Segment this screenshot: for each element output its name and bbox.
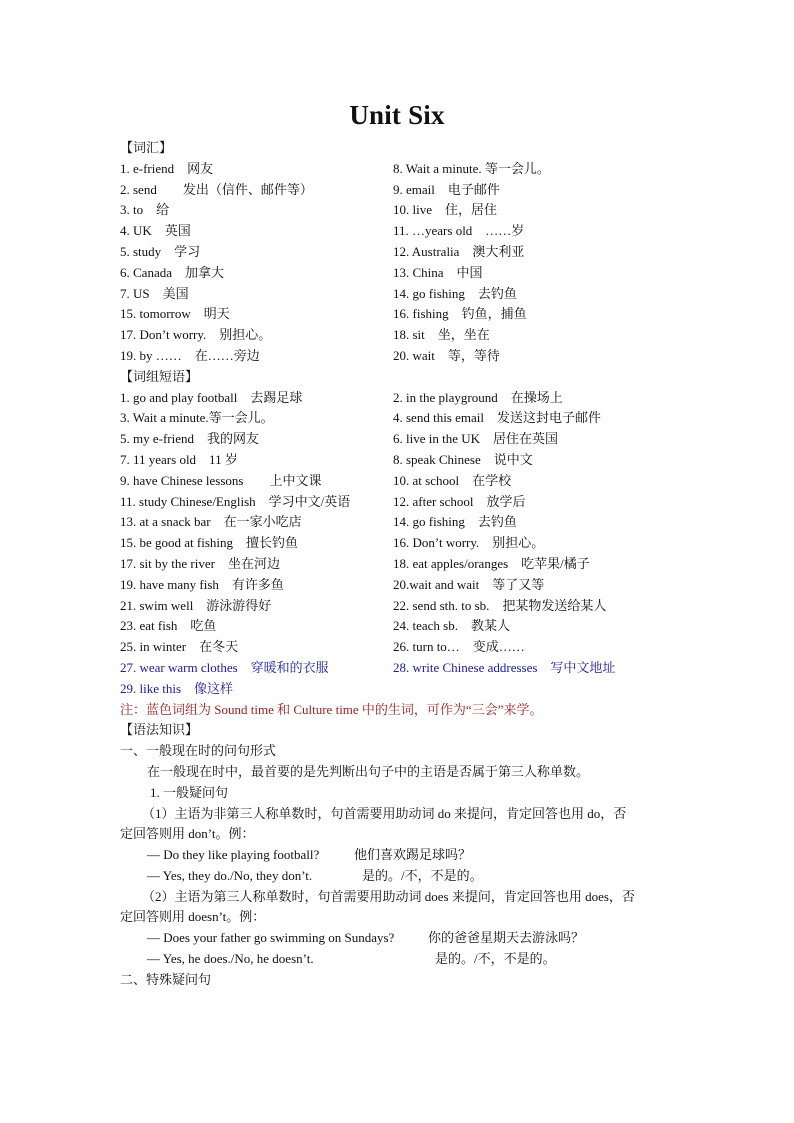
list-item-blue: 27. wear warm clothes 穿暖和的衣服 28. write Chinese addresses 写中文地址 [120,659,616,675]
grammar-rule-1-line-2: 定回答则用 don’t。例： [120,826,255,842]
list-item: 9. have Chinese lessons 上中文课 10. at school 在学校 [120,472,512,488]
list-item: 1. go and play football 去踢足球 2. in the playground 在操场上 [120,389,563,405]
list-item: 25. in winter 在冬天 26. turn to… 变成…… [120,639,525,655]
list-item: 3. Wait a minute.等一会儿。 4. send this email 发送这封电子邮件 [120,410,601,426]
vocab-list [120,159,680,367]
list-item: 1. e-friend 网友 8. Wait a minute. 等一会儿。 [120,160,550,176]
list-item: 5. study 学习 12. Australia 澳大利亚 [120,243,525,259]
example-answer-1: — Yes, they do./No, they don’t. 是的。/不，不是的。 [147,867,483,883]
example-answer-2: — Yes, he does./No, he doesn’t. 是的。/不，不是的。 [147,951,556,967]
document-content [120,138,680,991]
list-item: 17. sit by the river 坐在河边 18. eat apples/oranges 吃苹果/橘子 [120,555,590,571]
list-item: 19. by …… 在……旁边 20. wait 等，等待 [120,347,500,363]
grammar-heading-1: 一、一般现在时的问句形式 [120,743,277,759]
list-item: 15. tomorrow 明天 16. fishing 钓鱼，捕鱼 [120,306,527,322]
example-question-2: — Does your father go swimming on Sundays? 你的爸爸星期天去游泳吗？ [147,930,585,946]
list-item: 7. 11 years old 11 岁 8. speak Chinese 说中文 [120,451,533,467]
grammar-heading-2: 二、特殊疑问句 [120,971,212,987]
list-item: 17. Don’t worry. 别担心。 18. sit 坐，坐在 [120,327,490,343]
section-heading-vocab: 【词汇】 [120,140,173,155]
list-item-blue: 29. like this 像这样 [120,680,234,696]
list-item: 21. swim well 游泳游得好 22. send sth. to sb. 把某物发送给某人 [120,597,607,613]
example-question-1: — Do they like playing football? 他们喜欢踢足球吗？ [147,847,472,863]
page-title: Unit Six [349,100,445,130]
list-item: 13. at a snack bar 在一家小吃店 14. go fishing 去钓鱼 [120,514,517,530]
phrase-list [120,388,680,700]
section-heading-grammar: 【语法知识】 [120,722,199,738]
list-item: 23. eat fish 吃鱼 24. teach sb. 教某人 [120,618,510,634]
grammar-subheading: 1. 一般疑问句 [150,784,229,800]
list-item: 11. study Chinese/English 学习中文/英语 12. after school 放学后 [120,493,526,509]
section-heading-phrases: 【词组短语】 [120,368,199,384]
list-item: 3. to 给 10. live 住，居住 [120,202,497,218]
list-item: 4. UK 英国 11. …years old ……岁 [120,223,525,239]
list-item: 2. send 发出（信件、邮件等） 9. email 电子邮件 [120,181,500,197]
grammar-rule-1-line-1: （1）主语为非第三人称单数时，句首需要用助动词 do 来提问，肯定回答也用 do，否 [142,805,627,821]
list-item: 6. Canada 加拿大 13. China 中国 [120,264,483,280]
note-line: 注：蓝色词组为 Sound time 和 Culture time 中的生词，可作为“三会”来学。 [120,701,543,717]
list-item: 7. US 美国 14. go fishing 去钓鱼 [120,285,517,301]
list-item: 5. my e-friend 我的网友 6. live in the UK 居住在英国 [120,431,559,447]
grammar-intro: 在一般现在时中，最首要的是先判断出句子中的主语是否属于第三人称单数。 [147,763,590,779]
list-item: 19. have many fish 有许多鱼 20.wait and wait 等了又等 [120,576,545,592]
grammar-rule-2-line-2: 定回答则用 doesn’t。例： [120,909,266,925]
list-item: 15. be good at fishing 擅长钓鱼 16. Don’t worry. 别担心。 [120,535,545,551]
grammar-rule-2-line-1: （2）主语为第三人称单数时，句首需要用助动词 does 来提问，肯定回答也用 does，否 [142,888,635,904]
